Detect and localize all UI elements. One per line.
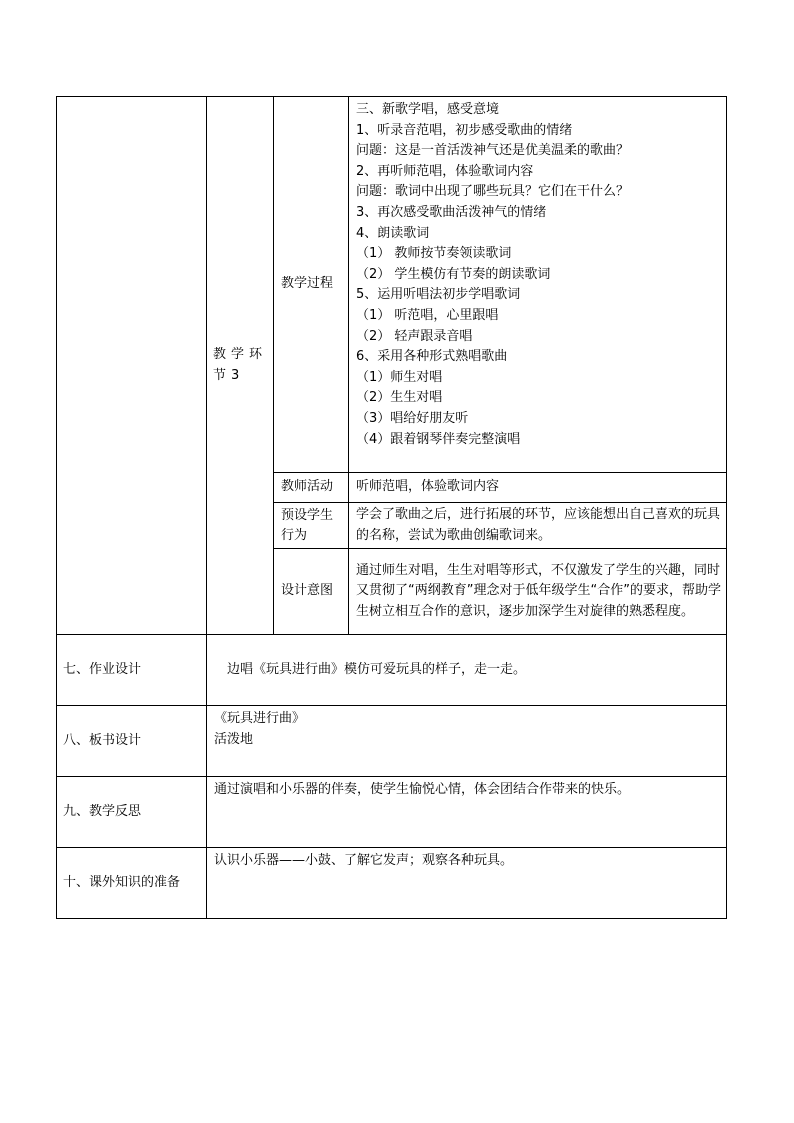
process-line: 6、采用各种形式熟唱歌曲 xyxy=(356,349,508,365)
reflection-label: 九、教学反思 xyxy=(57,777,207,848)
process-line: （1） 听范唱，心里跟唱 xyxy=(356,307,499,323)
design-intent-label: 设计意图 xyxy=(274,549,349,635)
process-line: （3）唱给好朋友听 xyxy=(356,410,469,426)
process-content xyxy=(349,97,727,473)
homework-text: 边唱《玩具进行曲》模仿可爱玩具的样子，走一走。 xyxy=(207,635,727,706)
process-line: 5、运用听唱法初步学唱歌词 xyxy=(356,287,521,303)
student-behavior-text: 学会了歌曲之后，进行拓展的环节，应该能想出自己喜欢的玩具的名称，尝试为歌曲创编歌词来。 xyxy=(349,503,727,549)
process-line: 2、再听师范唱，体验歌词内容 xyxy=(356,163,534,179)
design-intent-text: 通过师生对唱，生生对唱等形式，不仅激发了学生的兴趣，同时又贯彻了“两纲教育”理念对于低年级学生“合作”的要求，帮助学生树立相互合作的意识，逐步加深学生对旋律的熟悉程度。 xyxy=(349,549,727,635)
teacher-activity-label: 教师活动 xyxy=(274,473,349,503)
extra-knowledge-label: 十、课外知识的准备 xyxy=(57,848,207,919)
lesson-plan-table xyxy=(56,96,727,919)
process-line: （2） 轻声跟录音唱 xyxy=(356,328,473,344)
board-content xyxy=(207,706,727,777)
homework-label: 七、作业设计 xyxy=(57,635,207,706)
teacher-activity-text: 听师范唱，体验歌词内容 xyxy=(349,473,727,503)
process-line: 三、新歌学唱，感受意境 xyxy=(356,102,500,117)
student-behavior-label: 预设学生行为 xyxy=(274,503,349,549)
process-line: 问题：歌词中出现了哪些玩具？它们在干什么？ xyxy=(356,184,630,200)
process-line: （2） 学生模仿有节奏的朗读歌词 xyxy=(356,266,551,282)
blank-cell xyxy=(57,97,207,635)
extra-knowledge-text: 认识小乐器——小鼓、了解它发声；观察各种玩具。 xyxy=(207,848,727,919)
process-line: 3、再次感受歌曲活泼神气的情绪 xyxy=(356,204,547,220)
process-line: （4）跟着钢琴伴奏完整演唱 xyxy=(356,431,521,447)
process-line: （2）生生对唱 xyxy=(356,390,443,406)
process-line: 问题：这是一首活泼神气还是优美温柔的歌曲？ xyxy=(356,143,630,159)
board-label: 八、板书设计 xyxy=(57,706,207,777)
process-line: （1） 教师按节奏领读歌词 xyxy=(356,246,512,262)
process-line: （1）师生对唱 xyxy=(356,369,443,385)
board-tempo: 活泼地 xyxy=(214,731,254,747)
process-line: 4、朗读歌词 xyxy=(356,225,430,241)
board-title: 《玩具进行曲》 xyxy=(214,711,306,726)
process-line: 1、听录音范唱，初步感受歌曲的情绪 xyxy=(356,122,573,138)
reflection-text: 通过演唱和小乐器的伴奏，使学生愉悦心情，体会团结合作带来的快乐。 xyxy=(207,777,727,848)
stage-label: 教学环节3 xyxy=(207,97,274,635)
process-label: 教学过程 xyxy=(274,97,349,473)
